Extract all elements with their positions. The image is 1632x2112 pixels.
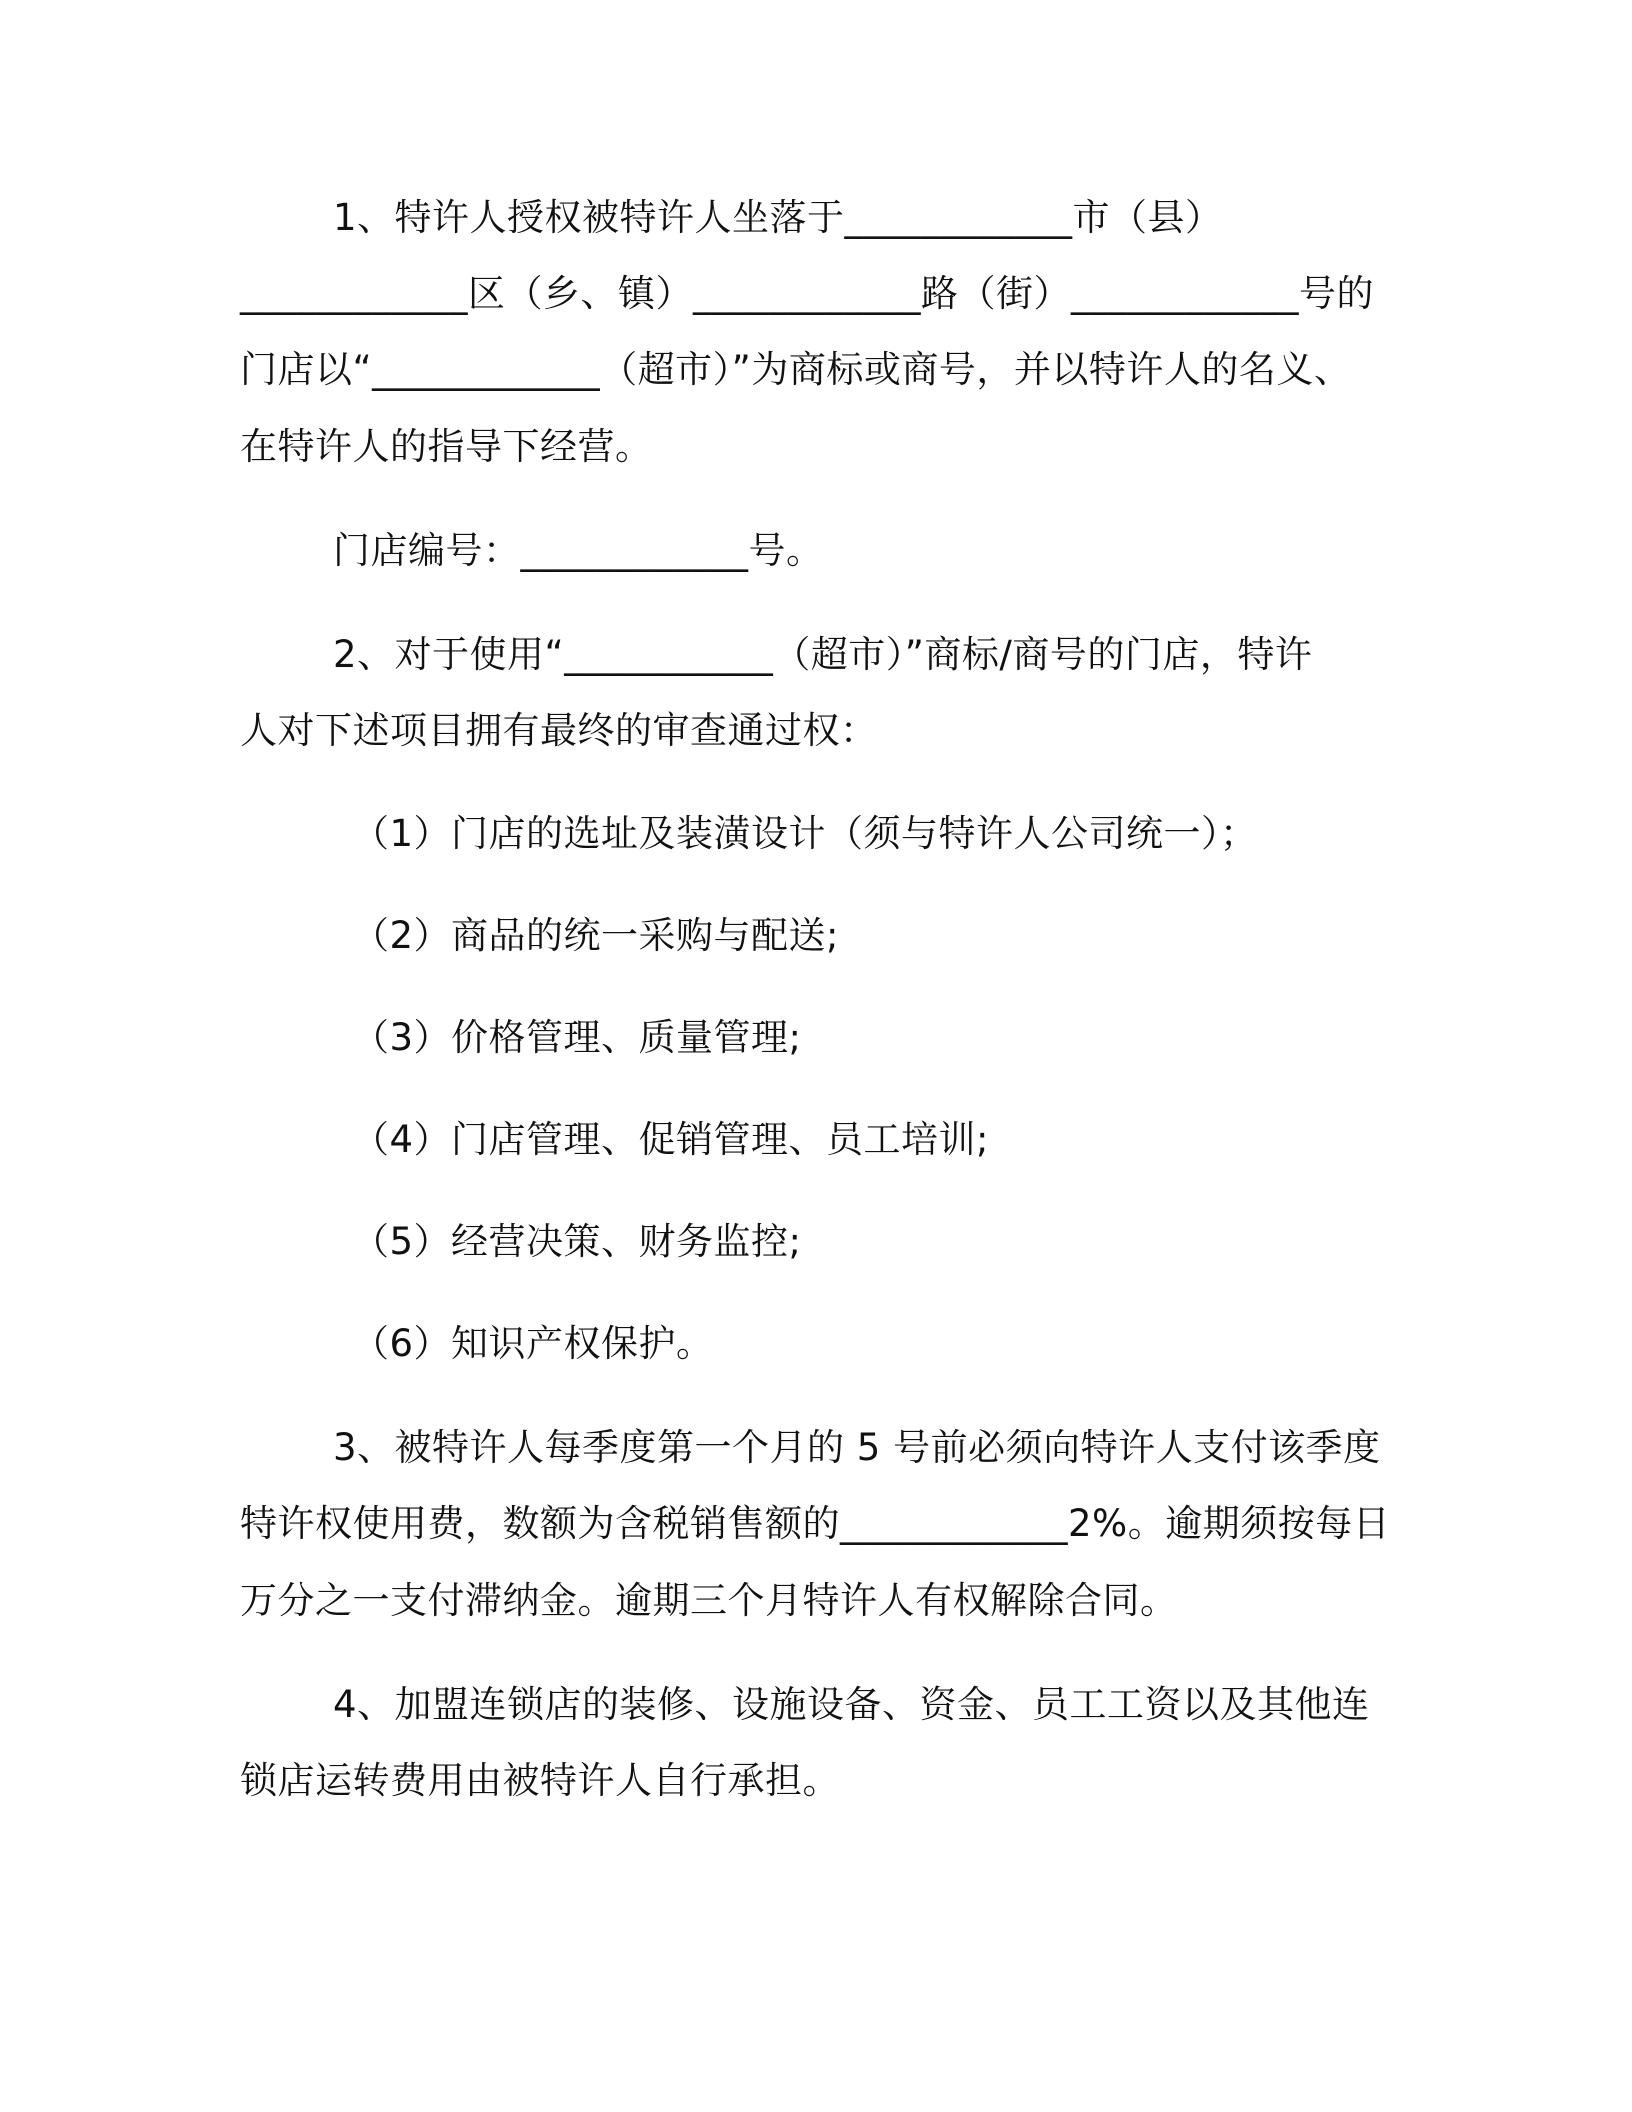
clause-1-line-4: 在特许人的指导下经营。	[240, 425, 653, 468]
list-item: （2）商品的统一采购与配送;	[352, 914, 840, 957]
clause-2-line-2: 人对下述项目拥有最终的审查通过权：	[240, 709, 878, 752]
clause-4-line-2: 锁店运转费用由被特许人自行承担。	[240, 1759, 840, 1802]
clause-3-line-2: 特许权使用费，数额为含税销售额的____________2%。逾期须按每日	[240, 1502, 1391, 1545]
clause-1-line-1: 1、特许人授权被特许人坐落于____________市（县）	[333, 196, 1223, 239]
list-item: （3）价格管理、质量管理;	[352, 1016, 802, 1059]
clause-1-line-2: ____________区（乡、镇）____________路（街）____________号的	[240, 272, 1374, 315]
clause-2-line-1: 2、对于使用“___________（超市）”商标/商号的门店，特许	[333, 633, 1313, 676]
clause-3-line-1: 3、被特许人每季度第一个月的 5 号前必须向特许人支付该季度	[333, 1426, 1381, 1469]
store-number-line: 门店编号：____________号。	[333, 529, 824, 572]
clause-3-line-3: 万分之一支付滞纳金。逾期三个月特许人有权解除合同。	[240, 1579, 1178, 1622]
list-item: （1）门店的选址及装潢设计（须与特许人公司统一）；	[352, 812, 1258, 855]
clause-1-line-3: 门店以“____________（超市）”为商标或商号，并以特许人的名义、	[240, 348, 1352, 391]
clause-4-line-1: 4、加盟连锁店的装修、设施设备、资金、员工工资以及其他连	[333, 1683, 1370, 1726]
list-item: （6）知识产权保护。	[352, 1322, 714, 1365]
list-item: （4）门店管理、促销管理、员工培训;	[352, 1118, 990, 1161]
list-item: （5）经营决策、财务监控;	[352, 1220, 802, 1263]
